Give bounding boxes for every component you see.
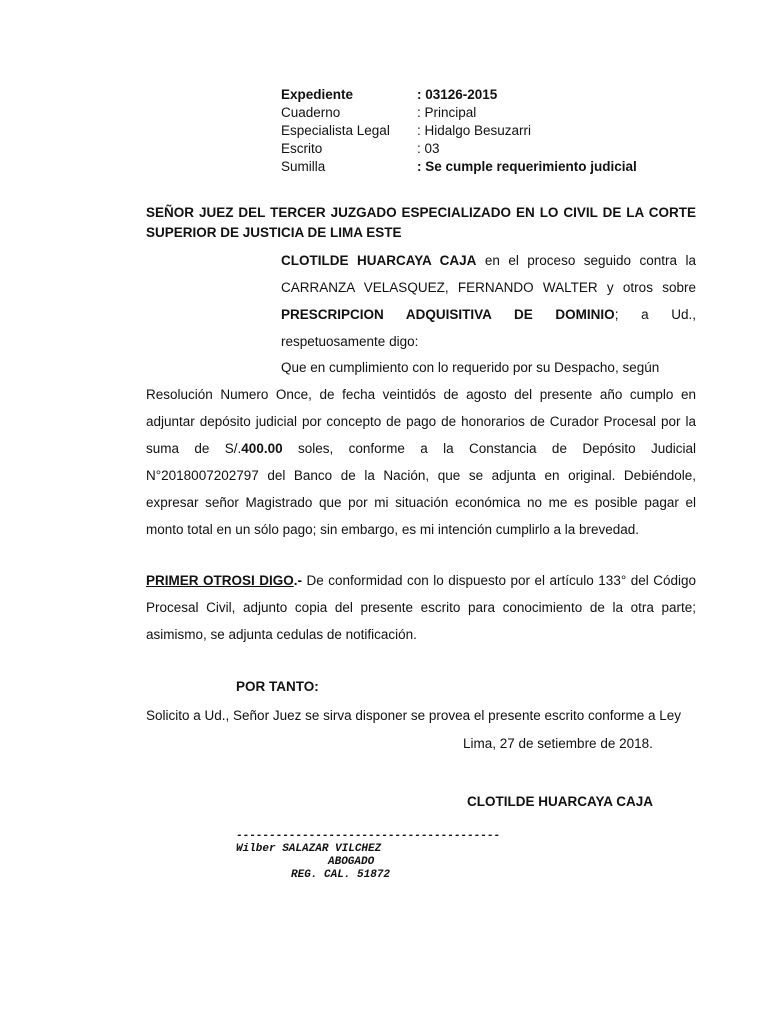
stamp-line: ----------------------------------------	[236, 830, 501, 842]
lawyer-registration: REG. CAL. 51872	[291, 869, 391, 881]
signature-name: CLOTILDE HUARCAYA CAJA	[467, 794, 654, 809]
header-value: : Se cumple requerimiento judicial	[417, 159, 637, 174]
header-label: Cuaderno	[281, 105, 341, 120]
header-value: : Hidalgo Besuzarri	[417, 123, 532, 138]
header-label: Sumilla	[281, 159, 326, 174]
deposit-amount: 400.00	[241, 441, 283, 456]
body-paragraph	[146, 381, 696, 543]
header-label: Escrito	[281, 141, 323, 156]
lawyer-name: Wilber SALAZAR VILCHEZ	[236, 843, 382, 855]
otrosi-label: PRIMER OTROSI DIGO	[146, 573, 294, 588]
header-value: : 03	[417, 141, 440, 156]
header-value: : Principal	[417, 105, 477, 120]
petitioner-name: CLOTILDE HUARCAYA CAJA	[281, 253, 477, 268]
otrosi-paragraph	[146, 567, 696, 648]
intro-paragraph	[281, 247, 696, 355]
por-tanto-heading: POR TANTO:	[236, 679, 319, 694]
otrosi-text: De conformidad con lo dispuesto por el artículo 133° del Código Procesal Civil, adjunto copia del presente escrito para conocimiento de la otra parte; asimismo, se adjunta cedulas de notificación.	[146, 573, 696, 642]
header-label: Expediente	[281, 87, 354, 102]
date-line: Lima, 27 de setiembre de 2018.	[463, 736, 653, 751]
header-row-expediente	[281, 86, 681, 104]
header-row-sumilla	[281, 158, 681, 176]
intro-text: en el proceso seguido contra la CARRANZA VELASQUEZ, FERNANDO WALTER y otros sobre	[281, 253, 696, 295]
lawyer-stamp	[236, 830, 500, 882]
addressee: SEÑOR JUEZ DEL TERCER JUZGADO ESPECIALIZADO EN LO CIVIL DE LA CORTE SUPERIOR DE JUSTICIA DE LIMA ESTE	[146, 205, 696, 240]
matter: PRESCRIPCION ADQUISITIVA DE DOMINIO	[281, 307, 615, 322]
body-text-end: soles, conforme a la Constancia de Depósito Judicial N°2018007202797 del Banco de la Nación, que se adjunta en original. Debiéndole, expresar señor Magistrado que por mi situación económica no me es posible pagar el monto total en un sólo pago; sin embargo, es mi intención cumplirlo a la brevedad.	[146, 441, 697, 537]
body-text: Resolución Numero Once, de fecha veintidós de agosto del presente año cumplo en adjuntar depósito judicial por concepto de pago de honorarios de Curador Procesal por la suma de S/.	[146, 387, 696, 456]
header-value: : 03126-2015	[417, 87, 498, 102]
request-line: Solicito a Ud., Señor Juez se sirva disponer se provea el presente escrito conforme a Ley	[146, 708, 682, 723]
body-first-line: Que en cumplimiento con lo requerido por su Despacho, según	[281, 360, 660, 375]
lawyer-title: ABOGADO	[328, 856, 375, 868]
case-header	[281, 86, 681, 176]
header-row-escrito	[281, 140, 681, 158]
otrosi-separator: .-	[293, 573, 302, 588]
header-row-especialista	[281, 122, 681, 140]
intro-text-end: ; a Ud., respetuosamente digo:	[281, 307, 696, 349]
header-row-cuaderno	[281, 104, 681, 122]
header-label: Especialista Legal	[281, 123, 390, 138]
